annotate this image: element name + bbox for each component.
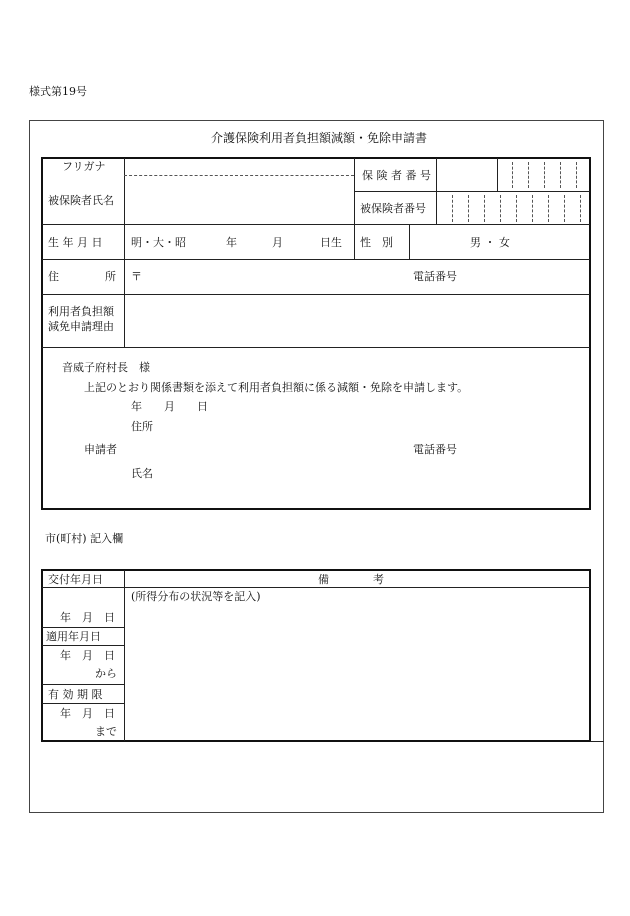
sex-label-divider [409,225,410,259]
sex-options: 男 ・ 女 [470,236,510,249]
reason-label-line2: 減免申請理由 [48,320,114,333]
from-label: から [95,667,117,680]
issue-date-label: 交付年月日 [48,573,103,586]
applicant-address-label: 住所 [131,420,153,433]
issue-date-line: 年 月 日 [60,611,115,624]
declaration: 上記のとおり関係書類を添えて利用者負担額に係る減額・免除を申請します。 [84,381,469,394]
furigana-label: フリガナ [62,160,106,173]
insured-name-label: 被保険者氏名 [48,194,114,207]
form-number: 様式第19号 [29,85,87,98]
postal-mark: 〒 [131,270,142,283]
insurer-number-label: 保 険 者 番 号 [362,169,431,182]
label-column-divider [124,158,125,347]
birth-day-mark: 日生 [320,236,342,249]
form-title: 介護保険利用者負担額減額・免除申請書 [211,131,428,145]
address-label-first: 住 [48,270,59,283]
address-label-second: 所 [105,270,116,283]
application-date-line: 年 月 日 [131,400,208,413]
remarks-note: (所得分布の状況等を記入) [131,590,261,603]
era-options: 明・大・昭 [131,236,186,249]
expiry-date-line: 年 月 日 [60,707,115,720]
expiry-label: 有 効 期 限 [48,688,103,701]
insured-number-label: 被保険者番号 [360,202,426,215]
addressee: 音威子府村長 様 [62,361,150,374]
applicant-phone-label: 電話番号 [413,443,457,456]
apply-date-label: 適用年月日 [46,630,101,643]
phone-label: 電話番号 [413,270,457,283]
insurer-column-divider [354,158,355,259]
insurer-number-divider [497,158,498,191]
furigana-divider [124,175,354,176]
city-section-label: 市(町村) 記入欄 [45,532,124,545]
sex-label: 性 別 [360,236,393,249]
applicant-label: 申請者 [84,443,117,456]
reason-label-line1: 利用者負担額 [48,305,114,318]
birthdate-label: 生 年 月 日 [48,236,103,249]
birth-year-mark: 年 [226,236,237,249]
apply-date-line: 年 月 日 [60,649,115,662]
until-label: まで [95,725,117,738]
birth-month-mark: 月 [272,236,283,249]
applicant-name-label: 氏名 [131,467,153,480]
remarks-header: 備 考 [318,573,384,586]
